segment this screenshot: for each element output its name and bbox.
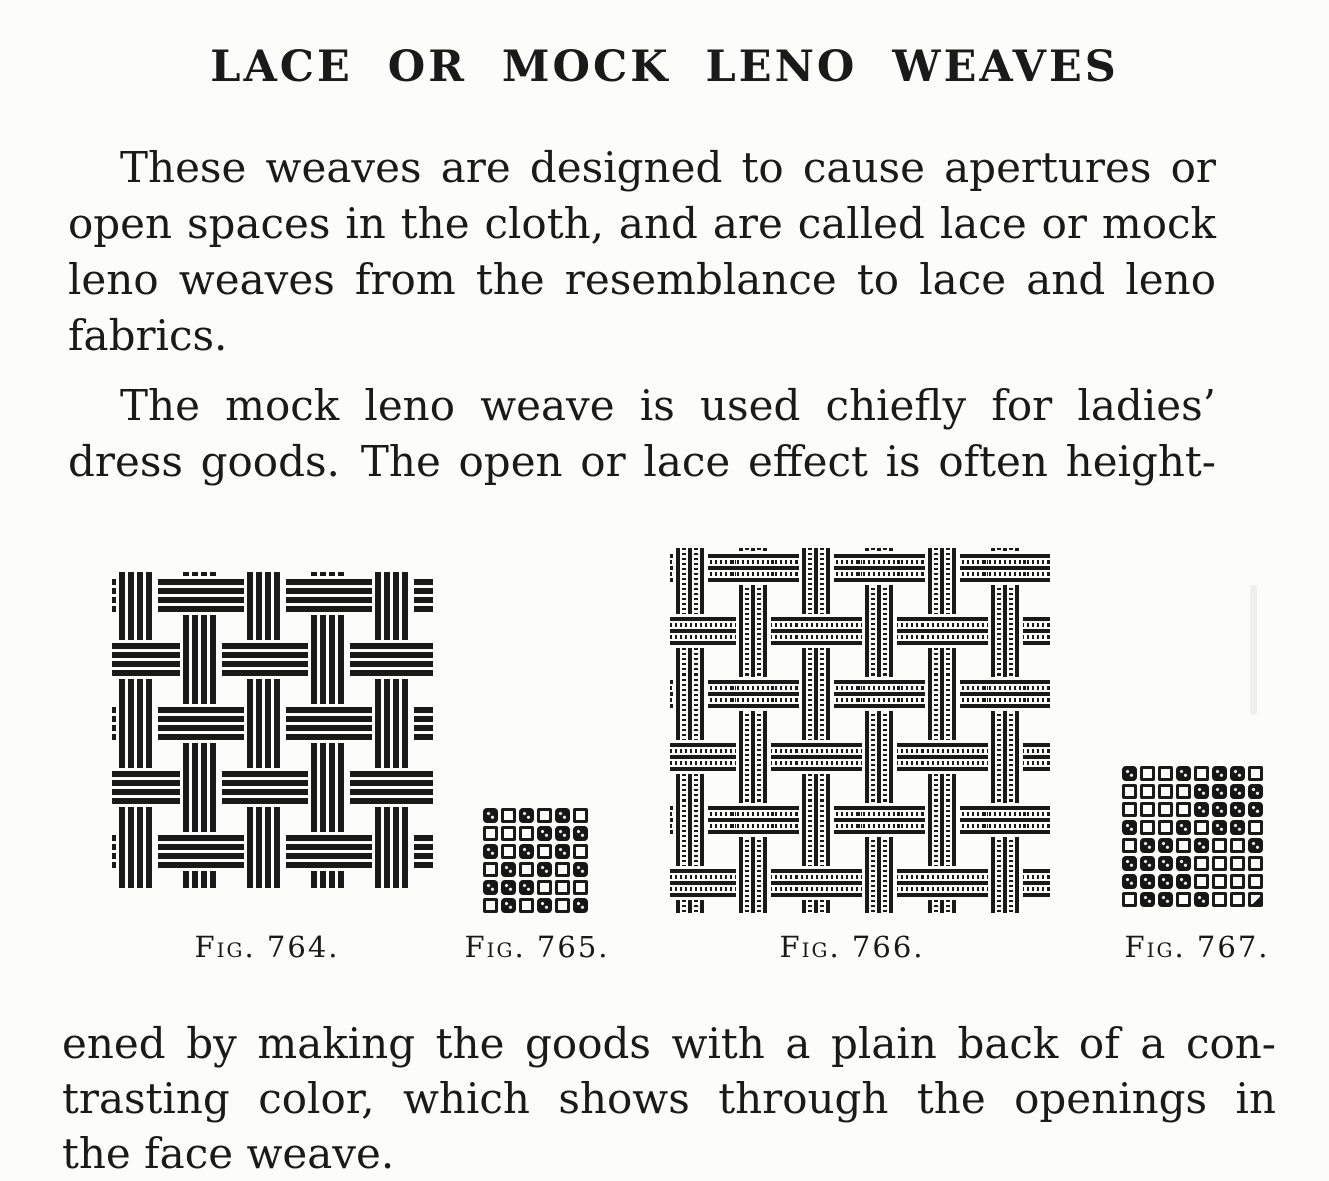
design-cell-empty — [1176, 802, 1191, 817]
design-cell-filled — [519, 808, 534, 823]
design-cell-empty — [1140, 784, 1155, 799]
design-cell-empty — [573, 880, 588, 895]
figure-767-design-grid — [1122, 766, 1263, 907]
design-cell-empty — [519, 898, 534, 913]
design-cell-empty — [573, 844, 588, 859]
design-cell-filled — [573, 898, 588, 913]
text-line: The mock leno weave is used chiefly for ladies’ — [120, 381, 1216, 430]
design-cell-filled — [1176, 874, 1191, 889]
design-cell-filled — [1140, 838, 1155, 853]
design-cell-empty — [1194, 874, 1209, 889]
design-cell-filled — [483, 808, 498, 823]
design-cell-empty — [1248, 820, 1263, 835]
text-line: open spaces in the cloth, and are called lace or mock — [68, 199, 1216, 248]
design-cell-filled — [1248, 802, 1263, 817]
design-cell-empty — [1212, 874, 1227, 889]
design-cell-empty — [1140, 802, 1155, 817]
design-cell-empty — [1212, 856, 1227, 871]
design-cell-filled — [1212, 766, 1227, 781]
design-cell-empty — [1194, 856, 1209, 871]
design-cell-empty — [1176, 784, 1191, 799]
design-cell-empty — [1158, 784, 1173, 799]
design-cell-empty — [1248, 874, 1263, 889]
figure-765-design-grid — [483, 808, 588, 913]
design-cell-empty — [1140, 820, 1155, 835]
page-title: LACE OR MOCK LENO WEAVES — [210, 42, 1119, 92]
design-cell-empty — [519, 826, 534, 841]
text-line: leno weaves from the resemblance to lace and leno — [68, 255, 1216, 304]
scan-artifact — [1250, 585, 1257, 715]
figure-764-weave-drawing — [112, 572, 433, 888]
design-cell-empty — [1230, 838, 1245, 853]
design-cell-empty — [537, 808, 552, 823]
design-cell-empty — [483, 862, 498, 877]
design-cell-empty — [1122, 784, 1137, 799]
design-cell-empty — [501, 826, 516, 841]
design-cell-empty — [519, 862, 534, 877]
design-cell-filled — [1158, 838, 1173, 853]
design-cell-empty — [1212, 892, 1227, 907]
figure-caption-764: Fig. 764. — [194, 930, 340, 964]
design-cell-empty — [1158, 802, 1173, 817]
design-cell-filled — [483, 880, 498, 895]
design-cell-filled — [1122, 766, 1137, 781]
design-cell-filled — [483, 844, 498, 859]
design-cell-empty — [1212, 838, 1227, 853]
design-cell-empty — [1176, 838, 1191, 853]
design-cell-empty — [573, 808, 588, 823]
design-cell-empty — [1230, 856, 1245, 871]
design-cell-filled — [1158, 856, 1173, 871]
design-cell-empty — [483, 898, 498, 913]
design-cell-empty — [1194, 820, 1209, 835]
design-cell-empty — [1248, 766, 1263, 781]
design-cell-empty — [501, 808, 516, 823]
figure-caption-766: Fig. 766. — [779, 930, 925, 964]
text-line: the face weave. — [62, 1129, 395, 1178]
design-cell-filled — [573, 826, 588, 841]
design-cell-filled — [1248, 838, 1263, 853]
design-cell-filled — [1194, 838, 1209, 853]
text-line: trasting color, which shows through the openings in — [62, 1074, 1276, 1123]
design-cell-empty — [555, 862, 570, 877]
design-cell-filled — [1212, 820, 1227, 835]
design-cell-filled — [555, 808, 570, 823]
design-cell-empty — [1122, 892, 1137, 907]
paragraph-1 — [68, 140, 1216, 364]
design-cell-empty — [1176, 892, 1191, 907]
figure-caption-767: Fig. 767. — [1124, 930, 1270, 964]
text-line: These weaves are designed to cause apertures or — [120, 143, 1216, 192]
design-cell-filled — [555, 826, 570, 841]
design-cell-filled — [1194, 802, 1209, 817]
figure-766-weave-drawing — [670, 548, 1050, 913]
design-cell-filled — [501, 898, 516, 913]
design-cell-filled — [519, 844, 534, 859]
design-cell-empty — [537, 880, 552, 895]
paragraph-2 — [68, 378, 1216, 490]
design-cell-filled — [1140, 892, 1155, 907]
design-cell-filled — [1230, 820, 1245, 835]
design-cell-filled — [1212, 784, 1227, 799]
design-cell-filled — [1176, 820, 1191, 835]
design-cell-filled — [555, 844, 570, 859]
design-cell-empty — [501, 844, 516, 859]
design-cell-filled — [519, 880, 534, 895]
design-cell-empty — [1230, 892, 1245, 907]
design-cell-empty — [1122, 802, 1137, 817]
design-cell-empty — [555, 880, 570, 895]
paragraph-3 — [62, 1016, 1276, 1181]
design-cell-empty — [537, 844, 552, 859]
design-cell-filled — [1176, 766, 1191, 781]
design-cell-filled — [1176, 856, 1191, 871]
design-cell-empty — [483, 826, 498, 841]
design-cell-filled — [1122, 856, 1137, 871]
design-cell-empty — [555, 898, 570, 913]
design-cell-filled — [501, 862, 516, 877]
text-line: ened by making the goods with a plain back of a con- — [62, 1019, 1276, 1068]
design-cell-empty — [1158, 766, 1173, 781]
design-cell-empty — [1248, 856, 1263, 871]
figure-caption-765: Fig. 765. — [464, 930, 610, 964]
text-line: dress goods. The open or lace effect is often height- — [68, 437, 1216, 486]
design-cell-filled — [1194, 784, 1209, 799]
design-cell-filled — [1230, 766, 1245, 781]
design-cell-filled — [1158, 874, 1173, 889]
design-cell-filled — [1194, 892, 1209, 907]
design-cell-empty — [1230, 874, 1245, 889]
design-cell-filled — [573, 862, 588, 877]
text-line: fabrics. — [68, 311, 228, 360]
design-cell-filled — [1158, 892, 1173, 907]
design-cell-filled — [1248, 784, 1263, 799]
design-cell-filled — [1122, 820, 1137, 835]
design-cell-filled — [537, 826, 552, 841]
design-cell-partial — [1248, 892, 1263, 907]
design-cell-filled — [537, 898, 552, 913]
design-cell-filled — [537, 862, 552, 877]
design-cell-filled — [1230, 802, 1245, 817]
design-cell-filled — [1140, 856, 1155, 871]
design-cell-empty — [1158, 820, 1173, 835]
design-cell-filled — [1230, 784, 1245, 799]
design-cell-filled — [1122, 874, 1137, 889]
design-cell-filled — [1140, 874, 1155, 889]
design-cell-empty — [1122, 838, 1137, 853]
design-cell-filled — [1212, 802, 1227, 817]
design-cell-empty — [1140, 766, 1155, 781]
design-cell-filled — [501, 880, 516, 895]
design-cell-empty — [1194, 766, 1209, 781]
